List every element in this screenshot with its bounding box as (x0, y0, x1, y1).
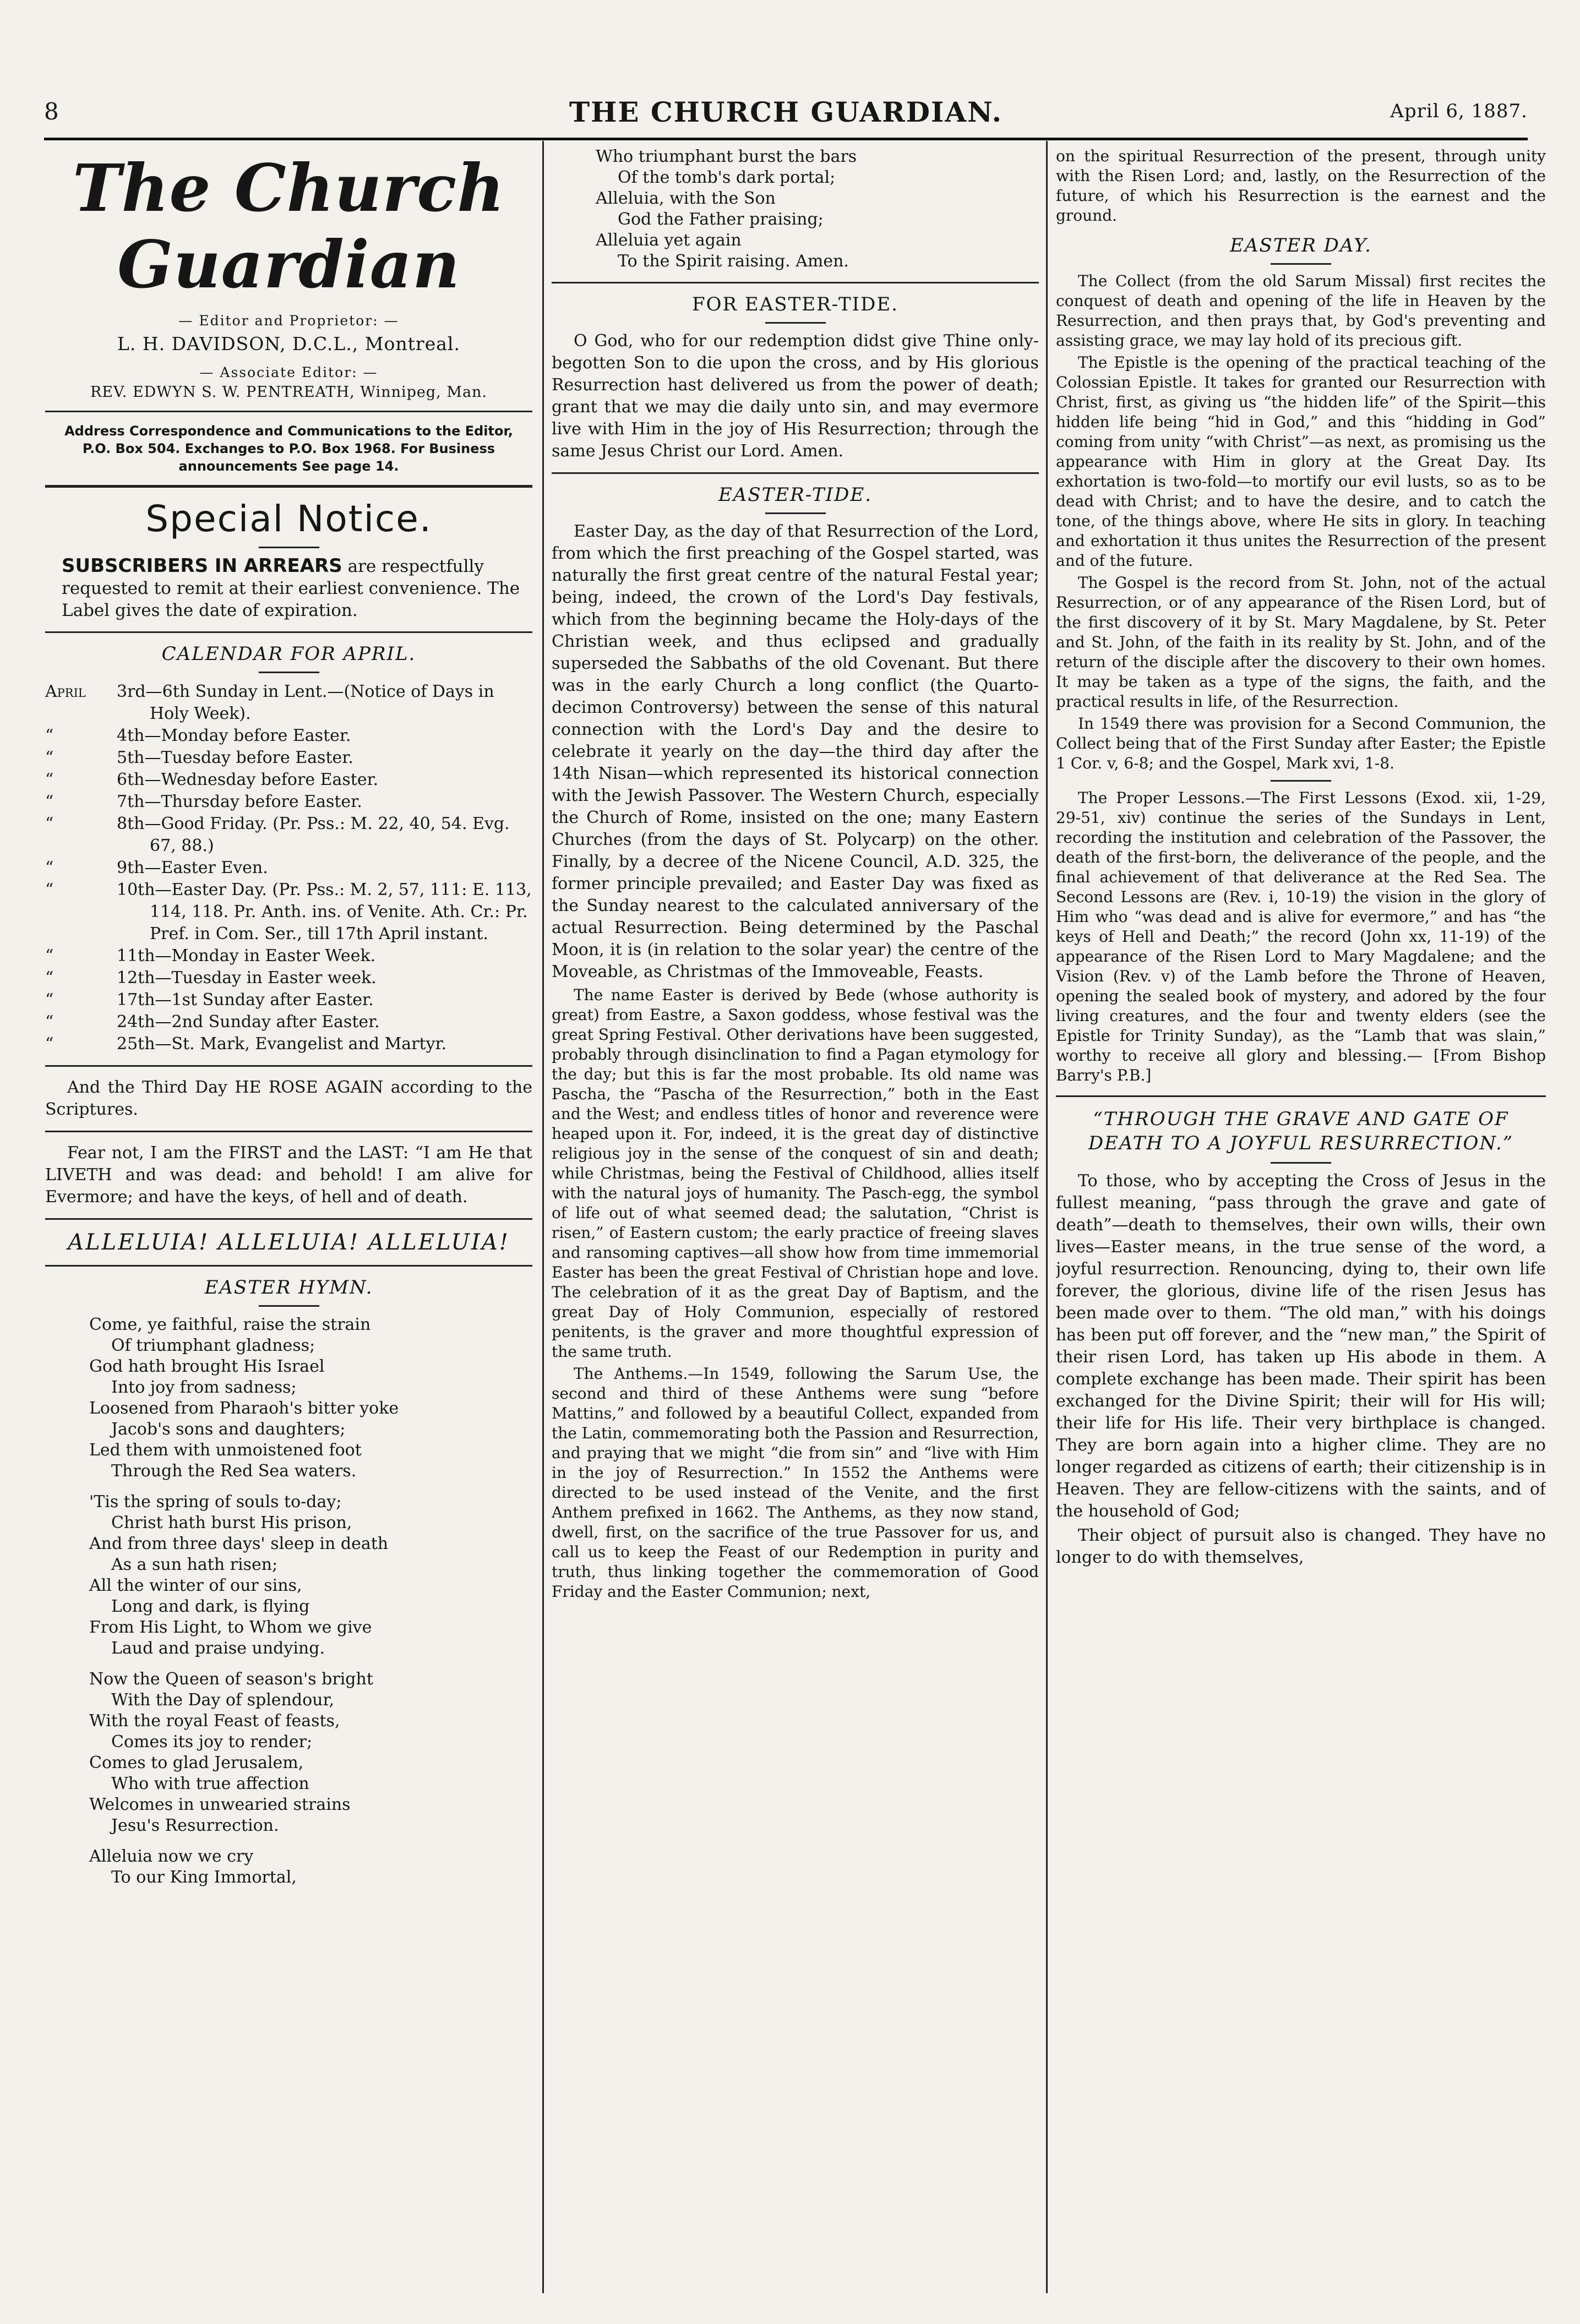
hymn-line: God hath brought His Israel (89, 1357, 325, 1376)
calendar-row (45, 989, 532, 1011)
calendar-month: “ (45, 858, 54, 877)
hymn-line: To our King Immortal, (111, 1868, 297, 1887)
hymn-line: Loosened from Pharaoh's bitter yoke (89, 1399, 399, 1418)
rule (45, 485, 532, 488)
calendar-entry: 5th—Tuesday before Easter. (117, 748, 353, 767)
hymn-line: Led them with unmoistened foot (89, 1441, 362, 1460)
hymn-line: Jesu's Resurrection. (111, 1816, 279, 1835)
calendar-entry: 8th—Good Friday. (Pr. Pss.: M. 22, 40, 54. Evg. 67, 88.) (117, 814, 510, 855)
hymn-line: Jacob's sons and daughters; (111, 1420, 346, 1439)
rule (45, 411, 532, 412)
hymn-title: EASTER HYMN. (204, 1276, 373, 1299)
short-rule (259, 672, 319, 673)
calendar-entry: 11th—Monday in Easter Week. (117, 946, 376, 965)
hymn-line: Who triumphant burst the bars (596, 147, 857, 166)
hymn-line: 'Tis the spring of souls to-day; (89, 1492, 342, 1512)
hymn-line: Long and dark, is flying (111, 1597, 310, 1616)
hymn-stanza (45, 1492, 532, 1659)
calendar-row (45, 1033, 532, 1055)
hymn-line: Welcomes in unwearied strains (89, 1795, 351, 1814)
hymn-line: With the royal Feast of feasts, (89, 1711, 340, 1731)
collect-text: O God, who for our redemption didst give Thine only-begotten Son to die upon the cross, and by His glorious Resurrection hast delivered us from the power of death; grant that we may die daily unto sin, and may evermore live with Him in the joy of His Resurrection; through the same Jesus Christ our Lord. Amen. (552, 331, 1039, 461)
eastertide-paragraph: The Anthems.—In 1549, following the Sarum Use, the second and third of these Anthems were sung “before Mattins,” and followed by a beautiful Collect, expanded from the Latin, commemorating both the Passion and Resurrection, and praying that we might “die from sin” and “live with Him in the joy of Resurrection.” In 1552 the Anthems were directed to be used instead of the Venite, and the first Anthem prefixed in 1662. The Anthems, as they now stand, dwell, first, on the sacrifice of the true Passover for us, and call us to keep the Feast of our Redemption in purity and truth, thus linking together the commemoration of Good Friday and the Easter Communion; next, (552, 1365, 1039, 1601)
rule (45, 1065, 532, 1067)
hymn-line: Alleluia yet again (596, 231, 742, 250)
associate-label: — Associate Editor: — (199, 364, 378, 380)
short-rule (259, 547, 319, 548)
hymn-stanza (45, 1314, 532, 1482)
short-rule (1271, 1162, 1331, 1164)
hymn-line: Alleluia, with the Son (596, 189, 776, 208)
calendar-month: “ (45, 880, 54, 899)
hymn-line: Of the tomb's dark portal; (618, 168, 836, 187)
hymn-line: Into joy from sadness; (111, 1378, 297, 1397)
hymn-line: All the winter of our sins, (89, 1576, 302, 1595)
easter-hymn-continued (552, 146, 1039, 272)
calendar-row (45, 769, 532, 791)
grave-and-gate-title: “THROUGH THE GRAVE AND GATE OF DEATH TO A JOYFUL RESURRECTION.” (1088, 1108, 1514, 1154)
hymn-line: Come, ye faithful, raise the strain (89, 1315, 371, 1334)
fear-not-text: Fear not, I am the FIRST and the LAST: “I am He that LIVETH and was dead: and behold! I am alive for Evermore; and have the keys, of hell and of death. (45, 1143, 532, 1207)
hymn-line: Of triumphant gladness; (111, 1336, 315, 1355)
calendar-row (45, 725, 532, 747)
column-3 (1056, 144, 1546, 2291)
calendar-list (45, 681, 532, 1055)
eastertide-paragraph: The name Easter is derived by Bede (whose authority is great) from Eastre, a Saxon goddess, whose festival was the great Spring Festival. Other derivations have been suggested, probably through disinclination to find a Pagan etymology for the day; but this is far the most probable. Its old name was Pascha, the “Pascha of the Resurrection,” both in the East and the West; and endless titles of honor and reverence were heaped upon it. For, indeed, it is the great day of distinctive religious joy in the sense of the conquest of sin and death; while Christmas, being the Festival of Childhood, allies itself with the natural joys of humanity. The Pasch-egg, the symbol of life out of what seemed dead; the salutation, “Christ is risen,” of Eastern custom; the early practice of freeing slaves and ransoming captives—all show how from time immemorial Easter has been the great Festival of Christian hope and love. The celebration of it as the great Day of Baptism, and the great Day of Holy Communion, especially of restored penitents, is the graver and more thoughtful expression of the same truth. (552, 986, 1039, 1361)
calendar-month: “ (45, 792, 54, 811)
hymn-stanza (45, 1669, 532, 1836)
easter-day-paragraph: The Epistle is the opening of the practical teaching of the Colossian Epistle. It takes for granted our Resurrection with Christ, first, as giving us “the hidden life” of the Spirit—this hidden life being “hid in God,” and this “hidding in God” coming from unity “with Christ”—as next, as promising us the appearance with Him in glory at the Great Day. Its exhortation is two-fold—to mortify our evil lusts, so as to be dead with Christ; and to have the desire, and to catch the tone, of the things above, where He sits in glory. In teaching and exhortation it thus unites the Resurrection of the present and of the future. (1056, 353, 1546, 570)
running-head (44, 94, 1528, 137)
hymn-line: Now the Queen of season's bright (89, 1670, 373, 1689)
short-rule (1271, 780, 1331, 782)
rule (1056, 1095, 1546, 1097)
hymn-line: With the Day of splendour, (111, 1690, 335, 1710)
calendar-row (45, 945, 532, 967)
calendar-row (45, 681, 532, 725)
rule (45, 1131, 532, 1132)
calendar-row (45, 1011, 532, 1033)
calendar-entry: 24th—2nd Sunday after Easter. (117, 1012, 380, 1032)
hymn-line: God the Father praising; (618, 210, 824, 229)
hymn-line: Who with true affection (111, 1774, 309, 1793)
page-number: 8 (44, 98, 59, 125)
special-notice-text (45, 555, 532, 621)
running-head-title: THE CHURCH GUARDIAN. (569, 96, 1003, 128)
proper-lessons-text: The Proper Lessons.—The First Lessons (Exod. xii, 1-29, 29-51, xiv) continue the series of the Sundays in Lent, recording the institution and celebration of the Passover, the death of the first-born, the deliverance of the people, and the final achievement of that deliverance at the Red Sea. The Second Lessons are (Rev. i, 10-19) the vision in the glory of Him who “was dead and is alive for evermore,” and has “the keys of Hell and Death;” the record (John xx, 11-19) of the appearance of the Risen Lord to Mary Magdalene; and the Vision (Rev. v) of the Lamb before the Throne of Heaven, opening the sealed book of mystery, and adored by the four living creatures, and the four and twenty elders (see the Epistle for Trinity Sunday), as the “Lamb that was slain,” worthy to receive all glory and blessing.— [From Bishop Barry's P.B.] (1056, 789, 1546, 1084)
masthead-title: The Church Guardian (72, 150, 505, 303)
short-rule (765, 512, 826, 514)
calendar-month: “ (45, 990, 54, 1010)
calendar-entry: 6th—Wednesday before Easter. (117, 770, 379, 789)
easter-hymn (45, 1314, 532, 1888)
hymn-line: Comes to glad Jerusalem, (89, 1753, 304, 1772)
anthems-continued: on the spiritual Resurrection of the present, through unity with the Risen Lord; and, lastly, on the Resurrection of the future, of which his Resurrection is the earnest and the ground. (1056, 147, 1546, 225)
rule (552, 472, 1039, 474)
calendar-entry: 3rd—6th Sunday in Lent.—(Notice of Days in Holy Week). (117, 682, 494, 723)
for-eastertide-title: FOR EASTER-TIDE. (692, 293, 898, 315)
calendar-row (45, 879, 532, 945)
hymn-line: Laud and praise undying. (111, 1639, 325, 1658)
hymn-line: As a sun hath risen; (111, 1555, 278, 1574)
associate-name: REV. EDWYN S. W. PENTREATH, Winnipeg, Man. (90, 384, 488, 401)
issue-date: April 6, 1887. (1390, 100, 1528, 122)
calendar-month: “ (45, 968, 54, 988)
calendar-month: “ (45, 770, 54, 789)
rule (45, 1218, 532, 1220)
column-rule-1 (542, 141, 544, 2293)
column-1 (45, 144, 532, 2291)
calendar-month: “ (45, 946, 54, 965)
calendar-row (45, 791, 532, 813)
editor-name: L. H. DAVIDSON, D.C.L., Montreal. (117, 333, 460, 354)
column-2 (552, 144, 1039, 2291)
calendar-title: CALENDAR FOR APRIL. (161, 643, 416, 665)
calendar-entry: 9th—Easter Even. (117, 858, 268, 877)
hymn-line: From His Light, to Whom we give (89, 1618, 372, 1637)
alleluia-heading: ALLELUIA! ALLELUIA! ALLELUIA! (68, 1230, 510, 1255)
calendar-entry: 4th—Monday before Easter. (117, 726, 351, 745)
easter-day-title: EASTER DAY. (1230, 234, 1372, 257)
rule (45, 631, 532, 633)
hymn-line: Through the Red Sea waters. (111, 1461, 357, 1481)
short-rule (1271, 263, 1331, 265)
calendar-entry: 7th—Thursday before Easter. (117, 792, 362, 811)
calendar-month: “ (45, 726, 54, 745)
rule (552, 282, 1039, 283)
calendar-row (45, 857, 532, 879)
third-day-text: And the Third Day HE ROSE AGAIN according to the Scriptures. (45, 1078, 532, 1119)
special-notice-title: Special Notice. (145, 498, 432, 540)
calendar-month: “ (45, 814, 54, 833)
calendar-month: April (45, 682, 86, 701)
hymn-line: Comes its joy to render; (111, 1732, 313, 1752)
short-rule (765, 322, 826, 324)
calendar-month: “ (45, 748, 54, 767)
calendar-row (45, 813, 532, 857)
eastertide-paragraph: Easter Day, as the day of that Resurrection of the Lord, from which the first preaching of the Gospel started, was naturally the first great centre of the natural Festal year; being, indeed, the crown of the Lord's Day festivals, which from the beginning became the Holy-days of the Christian week, and thus eclipsed and gradually superseded the Sabbaths of the old Covenant. But there was in the early Church a long conflict (the Quarto-decimon Controversy) between the sense of this natural connection with the Lord's Day and the desire to celebrate it yearly on the day—the third day after the 14th Nisan—which represented its historical connection with the Jewish Passover. The Western Church, especially the Church of Rome, insisted on the one; many Eastern Churches (from the days of St. Polycarp) on the other. Finally, by a decree of the Nicene Council, A.D. 325, the former principle prevailed; and Easter Day was fixed as the Sunday nearest to the calculated anniversary of the actual Resurrection. Being determined by the Paschal Moon, it is (in relation to the solar year) the centre of the Moveable, as Christmas of the Immoveable, Feasts. (552, 522, 1039, 981)
hymn-line: To the Spirit raising. Amen. (618, 252, 849, 271)
hymn-line: Christ hath burst His prison, (111, 1513, 352, 1532)
calendar-entry: 25th—St. Mark, Evangelist and Martyr. (117, 1034, 447, 1054)
easter-day-paragraph: The Collect (from the old Sarum Missal) first recites the conquest of death and opening of the life in Heaven by the Resurrection, and then prays that, by God's preventing and assisting grace, we may lay hold of its precious gift. (1056, 272, 1546, 350)
address-notice: Address Correspondence and Communications to the Editor, P.O. Box 504. Exchanges to P.O. Box 1968. For Business announcements See page 14. (64, 423, 513, 474)
header-rule (44, 138, 1528, 140)
grave-paragraph: Their object of pursuit also is changed. They have no longer to do with themselves, (1056, 1526, 1546, 1567)
grave-paragraph: To those, who by accepting the Cross of Jesus in the fullest meaning, “pass through the grave and gate of death”—death to themselves, their own wills, their own lives—Easter means, in the true sense of the word, a joyful resurrection. Renouncing, dying to, their own life forever, the glorious, divine life of the risen Jesus has been made over to them. “The old man,” with his doings has been put off forever, and the “new man,” the Spirit of their risen Lord, has taken up His abode in them. A complete exchange has been made. Their spirit has been exchanged for the Divine Spirit; their will for His will; their life for His life. Their very birthplace is changed. They are born again into a higher clime. They are no longer regarded as citizens of earth; their citizenship is in Heaven. They are fellow-citizens with the saints, and of the household of God; (1056, 1171, 1546, 1521)
calendar-row (45, 967, 532, 989)
calendar-row (45, 747, 532, 769)
easter-day-paragraph: In 1549 there was provision for a Second Communion, the Collect being that of the First Sunday after Easter; the Epistle 1 Cor. v, 6-8; and the Gospel, Mark xvi, 1-8. (1056, 714, 1546, 772)
notice-lead: SUBSCRIBERS IN ARREARS (62, 555, 342, 577)
hymn-line: Alleluia now we cry (89, 1847, 254, 1866)
column-rule-2 (1046, 141, 1048, 2293)
calendar-entry: 17th—1st Sunday after Easter. (117, 990, 374, 1010)
notice-body: are respectfully requested to remit at their earliest convenience. The Label gives the date of expiration. (62, 557, 520, 620)
calendar-entry: 10th—Easter Day. (Pr. Pss.: M. 2, 57, 111: E. 113, 114, 118. Pr. Anth. ins. of Venite. Ath. Cr.: Pr. Pref. in Com. Ser., till 17th April instant. (117, 880, 532, 943)
easter-day-paragraph: The Gospel is the record from St. John, not of the actual Resurrection, or of any appearance of the Risen Lord, but of the first discovery of it by St. Mary Magdalene, by St. Peter and St. John, of the faith in its reality by St. John, and of the return of the disciple after the discovery to their own homes. It may be taken as a type of the signs, the faith, and the practical results in life, of the Resurrection. (1056, 574, 1546, 711)
calendar-entry: 12th—Tuesday in Easter week. (117, 968, 377, 988)
hymn-line: And from three days' sleep in death (89, 1534, 389, 1553)
calendar-month: “ (45, 1012, 54, 1032)
calendar-month: “ (45, 1034, 54, 1054)
rule (45, 1265, 532, 1267)
hymn-stanza (45, 1846, 532, 1888)
eastertide-title: EASTER-TIDE. (718, 484, 873, 506)
editor-label: — Editor and Proprietor: — (178, 313, 399, 329)
short-rule (259, 1305, 319, 1307)
